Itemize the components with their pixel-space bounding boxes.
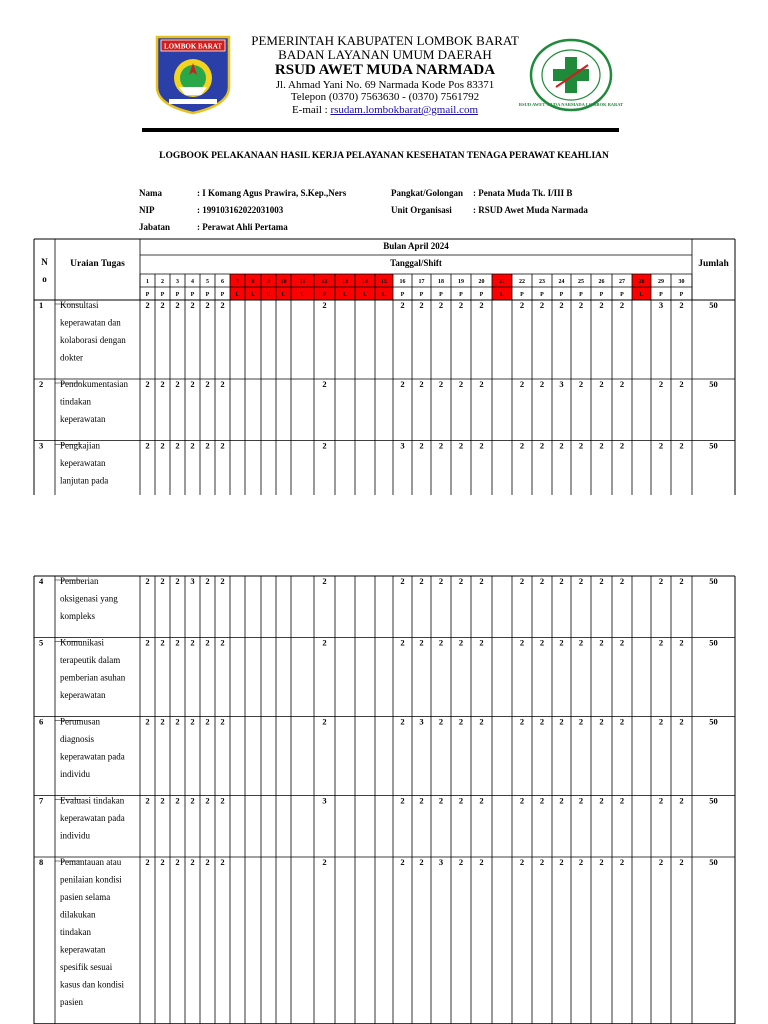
day-value: 2	[458, 440, 464, 451]
row-number: 8	[39, 857, 44, 867]
day-value: 2	[145, 857, 150, 867]
day-value: 2	[599, 440, 604, 451]
logo-left-caption: LOMBOK BARAT	[163, 42, 223, 51]
day-number: 22	[519, 279, 525, 285]
day-value: 2	[145, 637, 150, 648]
day-value: 2	[479, 716, 484, 727]
day-value: 2	[519, 795, 525, 806]
shift-code: L	[381, 292, 387, 298]
day-value: 2	[599, 300, 604, 310]
jabatan-value: : Perawat Ahli Pertama	[197, 222, 288, 232]
day-value: 2	[658, 637, 664, 648]
day-value: 2	[599, 379, 604, 389]
day-value: 2	[679, 440, 684, 451]
day-value: 2	[190, 379, 195, 389]
day-value: 2	[519, 576, 525, 586]
day-value: 2	[458, 576, 464, 586]
row-number: 2	[39, 379, 44, 389]
column-no: N	[41, 257, 48, 267]
shift-code: P	[160, 292, 165, 298]
task-description: lanjutan pada	[60, 475, 109, 486]
row-total: 50	[709, 637, 718, 648]
day-value: 2	[679, 300, 684, 310]
day-value: 2	[479, 857, 484, 867]
day-value: 2	[205, 379, 210, 389]
day-value: 2	[175, 300, 180, 310]
month-label: Bulan April 2024	[383, 241, 449, 251]
shift-code: P	[322, 292, 327, 298]
day-value: 2	[190, 440, 195, 451]
day-value: 2	[322, 576, 327, 586]
day-value: 2	[175, 379, 180, 389]
task-description: keperawatan	[60, 690, 106, 700]
day-value: 2	[205, 576, 210, 586]
task-description: tindakan	[60, 927, 91, 937]
day-value: 2	[599, 716, 604, 727]
day-number: 20	[478, 279, 485, 285]
day-value: 2	[205, 857, 210, 867]
day-value: 2	[658, 795, 664, 806]
day-value: 2	[619, 857, 625, 867]
day-value: 2	[578, 440, 584, 451]
shift-code: P	[620, 292, 624, 298]
day-value: 2	[419, 576, 424, 586]
day-value: 2	[578, 795, 584, 806]
shift-code: P	[540, 292, 544, 298]
day-value: 2	[419, 637, 424, 648]
day-value: 2	[145, 440, 150, 451]
shift-code: P	[479, 292, 484, 298]
day-value: 2	[205, 440, 210, 451]
day-value: 2	[190, 300, 195, 310]
task-description: individu	[60, 769, 91, 779]
day-value: 2	[679, 857, 684, 867]
day-value: 2	[539, 637, 545, 648]
day-value: 2	[205, 300, 210, 310]
day-value: 2	[539, 795, 545, 806]
task-description: keperawatan	[60, 414, 106, 424]
day-value: 2	[559, 440, 564, 451]
column-uraian: Uraian Tugas	[70, 259, 125, 269]
day-number: 9	[267, 279, 270, 285]
row-number: 7	[39, 795, 44, 806]
shift-code: L	[362, 292, 368, 298]
day-value: 2	[438, 716, 444, 727]
task-description: Evaluasi tindakan	[60, 795, 125, 806]
day-number: 17	[418, 279, 425, 285]
day-value: 2	[519, 857, 525, 867]
day-value: 2	[658, 440, 664, 451]
shift-code: P	[579, 292, 583, 298]
day-value: 2	[322, 857, 327, 867]
day-value: 2	[458, 795, 464, 806]
day-number: 10	[280, 279, 287, 285]
day-number: 1	[146, 279, 149, 285]
day-value: 2	[519, 440, 525, 451]
task-description: Pendokumentasian	[60, 379, 128, 389]
row-total: 50	[709, 716, 718, 727]
task-description: keperawatan pada	[60, 751, 125, 762]
nip-label: NIP	[139, 205, 155, 215]
task-description: dokter	[60, 352, 83, 363]
row-total: 50	[709, 300, 718, 310]
day-number: 27	[619, 279, 625, 285]
task-description: Pemberian	[60, 576, 99, 586]
header-line-2: BADAN LAYANAN UMUM DAERAH	[278, 47, 492, 62]
day-value: 3	[190, 576, 195, 586]
day-value: 2	[539, 576, 545, 586]
header-phone: Telepon (0370) 7563630 - (0370) 7561792	[290, 91, 480, 103]
day-value: 2	[160, 440, 165, 451]
day-value: 2	[160, 857, 165, 867]
task-description: individu	[60, 830, 91, 841]
day-value: 2	[578, 857, 584, 867]
day-number: 3	[176, 279, 179, 285]
shift-code: L	[281, 292, 286, 298]
email-label: E-mail :	[291, 104, 331, 116]
task-description: keperawatan pada	[60, 813, 125, 823]
day-value: 3	[400, 440, 405, 451]
day-value: 2	[419, 300, 424, 310]
day-value: 2	[679, 716, 684, 727]
day-value: 2	[578, 379, 584, 389]
task-description: keperawatan dan	[60, 317, 121, 328]
day-value: 3	[322, 795, 327, 806]
day-value: 2	[419, 857, 424, 867]
day-value: 2	[619, 440, 625, 451]
day-number: 23	[539, 279, 545, 285]
day-value: 2	[190, 795, 195, 806]
day-value: 2	[322, 716, 327, 727]
day-value: 2	[578, 300, 584, 310]
day-value: 2	[519, 637, 525, 648]
unit-label: Unit Organisasi	[391, 205, 452, 215]
task-description: terapeutik dalam	[60, 655, 121, 665]
day-value: 2	[539, 857, 545, 867]
day-number: 14	[362, 279, 368, 285]
row-number: 5	[39, 637, 44, 648]
day-value: 2	[438, 300, 444, 310]
day-value: 2	[559, 795, 564, 806]
day-number: 12	[321, 279, 328, 285]
column-no: o	[42, 274, 47, 284]
task-description: Komunikasi	[60, 637, 104, 648]
day-value: 2	[160, 637, 165, 648]
day-value: 2	[205, 716, 210, 727]
shift-code: L	[235, 292, 240, 298]
row-number: 4	[39, 576, 44, 586]
day-number: 30	[678, 279, 685, 285]
day-value: 2	[400, 300, 405, 310]
day-number: 15	[381, 279, 387, 285]
shift-code: P	[520, 292, 524, 298]
row-number: 3	[39, 440, 44, 451]
task-description: Perumusan	[60, 716, 100, 727]
day-value: 2	[175, 576, 180, 586]
day-value: 2	[479, 576, 484, 586]
jabatan-label: Jabatan	[139, 222, 171, 232]
day-value: 2	[619, 637, 625, 648]
shift-code: P	[175, 292, 180, 298]
row-total: 50	[709, 795, 718, 806]
day-number: 18	[438, 279, 444, 285]
task-description: tindakan	[60, 396, 91, 407]
task-description: keperawatan	[60, 458, 106, 468]
day-value: 2	[322, 440, 327, 451]
column-jumlah: Jumlah	[698, 259, 729, 269]
day-number: 29	[658, 279, 664, 285]
day-value: 2	[658, 857, 664, 867]
day-value: 2	[160, 716, 165, 727]
day-value: 2	[519, 716, 525, 727]
task-description: penilaian kondisi	[60, 874, 122, 885]
day-value: 2	[458, 637, 464, 648]
task-description: Pengkajian	[60, 440, 100, 451]
day-value: 2	[419, 379, 424, 389]
day-value: 2	[175, 637, 180, 648]
task-description: keperawatan	[60, 944, 106, 955]
day-value: 2	[658, 576, 664, 586]
day-value: 2	[479, 637, 484, 648]
shift-code: P	[559, 292, 564, 298]
day-value: 2	[190, 716, 195, 727]
day-value: 2	[322, 379, 327, 389]
day-value: 2	[145, 379, 150, 389]
day-number: 28	[638, 279, 645, 285]
task-description: kompleks	[60, 611, 95, 621]
day-value: 2	[220, 857, 225, 867]
header-line-1: PEMERINTAH KABUPATEN LOMBOK BARAT	[251, 33, 519, 48]
day-value: 2	[205, 795, 210, 806]
day-number: 19	[458, 279, 464, 285]
day-value: 2	[458, 857, 464, 867]
shift-code: P	[439, 292, 443, 298]
day-value: 2	[658, 716, 664, 727]
day-number: 25	[578, 279, 584, 285]
task-description: kasus dan kondisi	[60, 979, 124, 990]
day-value: 2	[419, 440, 424, 451]
task-description: Pemantauan atau	[60, 857, 122, 867]
day-value: 3	[559, 379, 564, 389]
day-value: 2	[458, 300, 464, 310]
day-value: 2	[419, 795, 424, 806]
task-description: kolaborasi dengan	[60, 335, 126, 345]
day-number: 2	[161, 279, 164, 285]
day-value: 2	[145, 716, 150, 727]
task-description: diagnosis	[60, 734, 95, 744]
day-value: 2	[619, 576, 625, 586]
day-number: 11	[299, 279, 306, 285]
day-value: 2	[160, 576, 165, 586]
day-value: 2	[438, 576, 444, 586]
day-number: 26	[598, 279, 605, 285]
pangkat-value: : Penata Muda Tk. I/III B	[473, 188, 573, 198]
nama-value: : I Komang Agus Prawira, S.Kep.,Ners	[197, 188, 347, 198]
day-value: 2	[619, 300, 625, 310]
task-description: oksigenasi yang	[60, 593, 118, 604]
shift-code: P	[400, 292, 405, 298]
day-value: 3	[658, 300, 664, 310]
row-total: 50	[709, 440, 718, 451]
shift-code: L	[300, 292, 305, 298]
day-value: 2	[400, 716, 405, 727]
tanggal-shift-label: Tanggal/Shift	[390, 258, 442, 268]
day-value: 2	[599, 637, 604, 648]
nip-value: : 199103162022031003	[197, 205, 284, 215]
day-number: 4	[191, 279, 194, 285]
hospital-name: RSUD AWET MUDA NARMADA	[274, 62, 496, 78]
day-value: 2	[679, 576, 684, 586]
nama-label: Nama	[139, 188, 162, 198]
day-value: 2	[220, 716, 225, 727]
task-description: spesifik sesuai	[60, 962, 113, 972]
day-value: 2	[438, 795, 444, 806]
task-description: dilakukan	[60, 909, 96, 920]
shift-code: P	[599, 292, 604, 298]
shift-code: L	[639, 292, 644, 298]
shift-code: P	[659, 292, 663, 298]
day-value: 2	[438, 440, 444, 451]
unit-value: : RSUD Awet Muda Narmada	[473, 205, 588, 215]
day-value: 2	[160, 795, 165, 806]
day-value: 2	[619, 379, 625, 389]
day-value: 2	[160, 300, 165, 310]
shift-code: P	[679, 292, 684, 298]
day-value: 2	[220, 637, 225, 648]
row-total: 50	[709, 576, 718, 586]
header-address: Jl. Ahmad Yani No. 69 Narmada Kode Pos 83371	[275, 79, 495, 91]
day-value: 2	[322, 637, 327, 648]
day-value: 2	[479, 440, 484, 451]
day-number: 24	[558, 279, 565, 285]
day-value: 2	[175, 795, 180, 806]
day-value: 2	[559, 857, 564, 867]
day-value: 2	[539, 300, 545, 310]
day-value: 2	[479, 795, 484, 806]
day-value: 2	[220, 300, 225, 310]
day-value: 2	[400, 857, 405, 867]
day-value: 2	[400, 379, 405, 389]
row-total: 50	[709, 379, 718, 389]
day-value: 2	[539, 379, 545, 389]
day-value: 2	[559, 576, 564, 586]
day-number: 6	[221, 279, 224, 285]
day-value: 2	[519, 379, 525, 389]
day-value: 2	[175, 857, 180, 867]
task-description: pasien selama	[60, 892, 111, 902]
day-value: 2	[679, 379, 684, 389]
day-value: 2	[400, 576, 405, 586]
day-value: 2	[679, 795, 684, 806]
day-value: 2	[479, 300, 484, 310]
day-value: 2	[438, 637, 444, 648]
day-value: 2	[599, 576, 604, 586]
day-value: 2	[599, 795, 604, 806]
day-value: 2	[578, 637, 584, 648]
day-value: 2	[220, 440, 225, 451]
task-description: Konsultasi	[60, 300, 99, 310]
day-value: 2	[539, 440, 545, 451]
day-value: 2	[578, 576, 584, 586]
day-value: 2	[190, 857, 195, 867]
day-value: 2	[658, 379, 664, 389]
day-value: 2	[220, 379, 225, 389]
day-value: 2	[559, 300, 564, 310]
day-value: 2	[175, 440, 180, 451]
day-number: 5	[206, 279, 209, 285]
day-number: 16	[399, 279, 406, 285]
day-value: 2	[400, 795, 405, 806]
shift-code: P	[220, 292, 225, 298]
day-value: 2	[458, 716, 464, 727]
day-value: 2	[220, 795, 225, 806]
day-value: 2	[160, 379, 165, 389]
day-value: 2	[578, 716, 584, 727]
pangkat-label: Pangkat/Golongan	[391, 188, 464, 198]
day-value: 2	[559, 637, 564, 648]
shift-code: P	[190, 292, 195, 298]
shift-code: L	[499, 292, 505, 298]
row-total: 50	[709, 857, 718, 867]
shift-code: L	[266, 292, 271, 298]
day-value: 3	[438, 857, 444, 867]
day-value: 3	[419, 716, 424, 727]
day-value: 2	[322, 300, 327, 310]
shift-code: L	[250, 292, 256, 298]
email-link[interactable]: rsudam.lombokbarat@gmail.com	[330, 104, 479, 116]
day-value: 2	[438, 379, 444, 389]
day-number: 21	[499, 279, 505, 285]
day-value: 2	[539, 716, 545, 727]
day-value: 2	[175, 716, 180, 727]
day-value: 2	[145, 300, 150, 310]
day-value: 2	[559, 716, 564, 727]
day-value: 2	[479, 379, 484, 389]
row-number: 1	[39, 300, 44, 310]
shift-code: P	[205, 292, 210, 298]
day-value: 2	[619, 795, 625, 806]
day-value: 2	[145, 576, 150, 586]
day-value: 2	[220, 576, 225, 586]
day-number: 8	[251, 279, 255, 285]
shift-code: P	[459, 292, 463, 298]
day-value: 2	[400, 637, 405, 648]
day-value: 2	[599, 857, 604, 867]
task-description: pemberian asuhan	[60, 672, 126, 683]
shift-code: L	[342, 292, 348, 298]
task-description: pasien	[60, 997, 83, 1007]
row-number: 6	[39, 716, 44, 727]
logo-right-caption: RSUD AWET MUDA NARMADA LOMBOK BARAT	[518, 102, 624, 107]
day-value: 2	[205, 637, 210, 648]
day-value: 2	[145, 795, 150, 806]
day-number: 13	[342, 279, 348, 285]
shift-code: P	[419, 292, 424, 298]
shift-code: P	[145, 292, 150, 298]
day-value: 2	[458, 379, 464, 389]
day-value: 2	[619, 716, 625, 727]
day-value: 2	[679, 637, 684, 648]
day-number: 7	[236, 279, 239, 285]
document-title: LOGBOOK PELAKANAAN HASIL KERJA PELAYANAN KESEHATAN TENAGA PERAWAT KEAHLIAN	[159, 151, 609, 161]
day-value: 2	[190, 637, 195, 648]
day-value: 2	[519, 300, 525, 310]
